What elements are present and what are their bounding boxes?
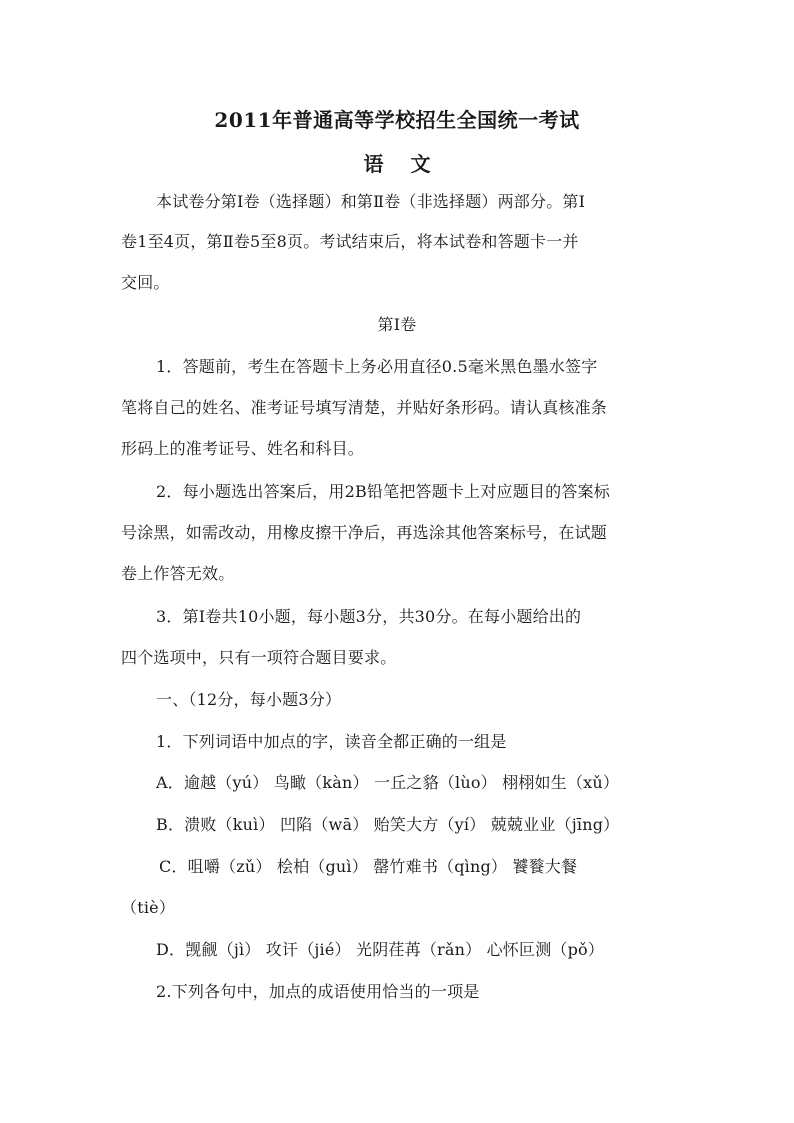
instruction-2-line-3: 卷上作答无效。 — [121, 564, 235, 583]
question-1-option-a: A．逾越（yú） 鸟瞰（kàn） 一丘之貉（lùo） 栩栩如生（xǔ） — [156, 773, 620, 792]
question-1-option-c-continued: （tiè） — [121, 898, 176, 917]
question-1-option-c: C．咀嚼（zǔ） 桧柏（guì） 罄竹难书（qìng） 饕餮大餐 — [159, 857, 578, 876]
instruction-2-line-1: 2．每小题选出答案后，用2B铅笔把答题卡上对应题目的答案标 — [156, 482, 610, 501]
instruction-1-line-2: 笔将自己的姓名、准考证号填写清楚，并贴好条形码。请认真核准条 — [121, 398, 608, 417]
instruction-2-line-2: 号涂黑，如需改动，用橡皮擦干净后，再选涂其他答案标号，在试题 — [121, 523, 608, 542]
instruction-3-line-1: 3．第Ⅰ卷共10小题，每小题3分，共30分。在每小题给出的 — [156, 607, 582, 626]
exam-title: 2011年普通高等学校招生全国统一考试 — [214, 108, 580, 132]
instruction-1-line-1: 1．答题前，考生在答题卡上务必用直径0.5毫米黑色墨水签字 — [156, 357, 598, 376]
intro-line-2: 卷1至4页，第Ⅱ卷5至8页。考试结束后，将本试卷和答题卡一并 — [121, 232, 579, 251]
part-title: 第Ⅰ卷 — [377, 315, 417, 334]
exam-subject: 语 文 — [363, 152, 441, 176]
section-heading: 一、（12分，每小题3分） — [156, 690, 342, 709]
question-2-stem: 2.下列各句中，加点的成语使用恰当的一项是 — [156, 982, 480, 1001]
instruction-3-line-2: 四个选项中，只有一项符合题目要求。 — [121, 648, 397, 667]
question-1-stem: 1．下列词语中加点的字，读音全都正确的一组是 — [156, 732, 507, 751]
instruction-1-line-3: 形码上的准考证号、姓名和科目。 — [121, 439, 365, 458]
question-1-option-d: D．觊觎（jì） 攻讦（jié） 光阴荏苒（rǎn） 心怀叵测（pǒ） — [156, 940, 605, 959]
intro-line-1: 本试卷分第Ⅰ卷（选择题）和第Ⅱ卷（非选择题）两部分。第Ⅰ — [156, 192, 586, 211]
question-1-option-b: B．溃败（kuì） 凹陷（wā） 贻笑大方（yí） 兢兢业业（jīng） — [156, 815, 620, 834]
intro-line-3: 交回。 — [121, 273, 170, 292]
